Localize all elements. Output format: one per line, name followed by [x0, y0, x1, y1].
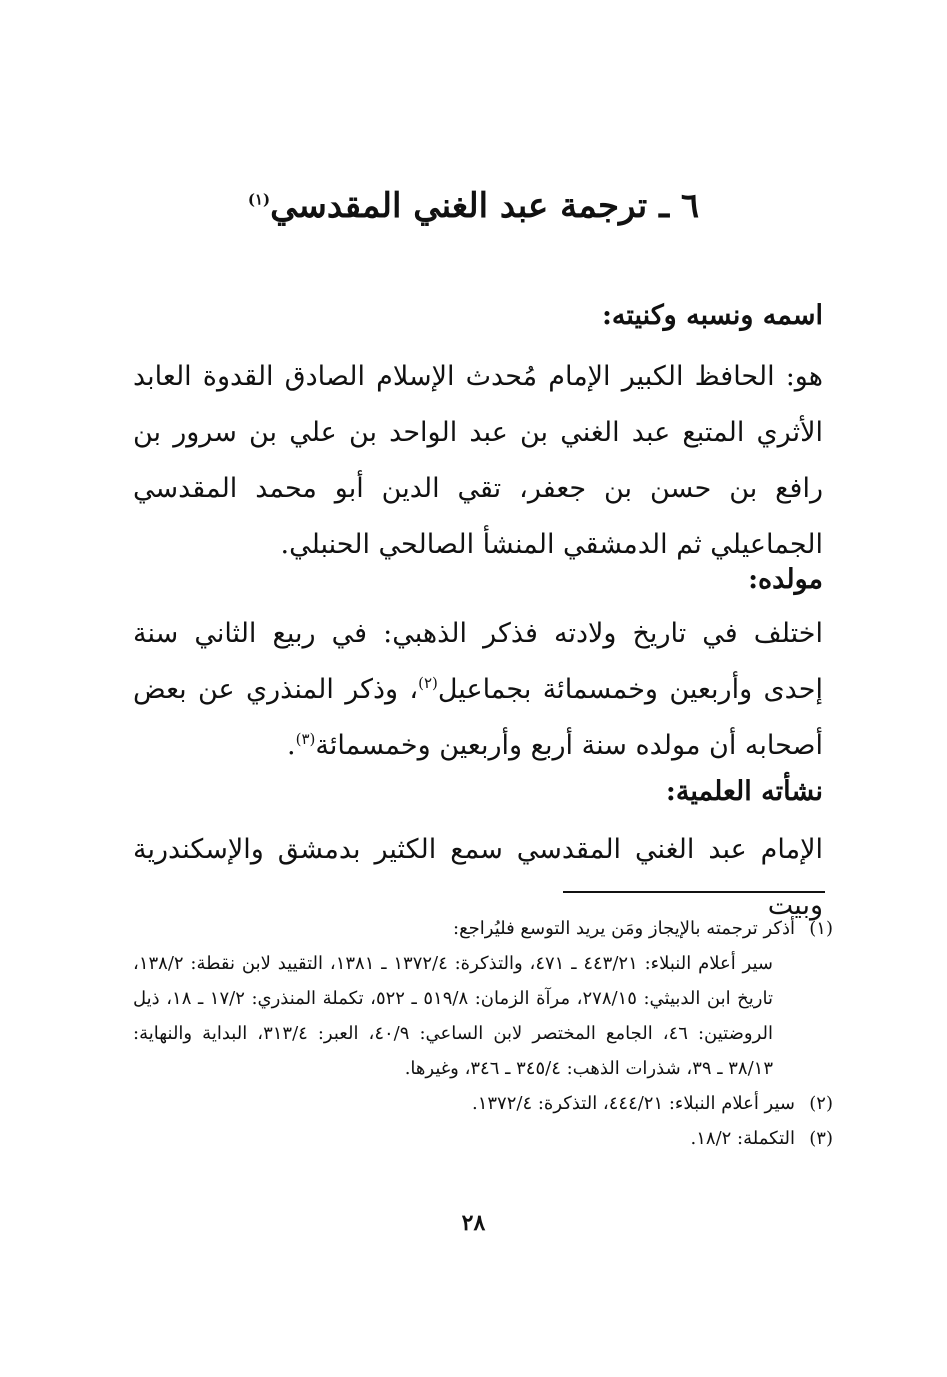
footnote-1	[133, 911, 833, 1086]
footnote-text: سير أعلام النبلاء: ٤٤٣/٢١ ـ ٤٧١، والتذكرة: ١٣٧٢/٤ ـ ١٣٨١، التقييد لابن نقطة: ١٣٨/٢، تاريخ ابن الدبيثي: ٢٧٨/١٥، مرآة الزمان: ٥١٩/٨ ـ ٥٢٢، تكملة المنذري: ١٧/٢ ـ ١٨، ذيل الروضتين: ٤٦، الجامع المختصر لابن الساعي: ٤٠/٩، العبر: ٣١٣/٤، البداية والنهاية: ٣٨/١٣ ـ ٣٩، شذرات الذهب: ٣٤٥/٤ ـ ٣٤٦، وغيرها.	[133, 953, 774, 1079]
birth-text-part1: اختلف في تاريخ ولادته فذكر الذهبي: في ربيع الثاني سنة إحدى وأربعين وخمسمائة بجماعيل	[133, 618, 823, 705]
footnote-number: (١)	[809, 918, 833, 939]
footnotes	[133, 911, 833, 1156]
section-heading-education: نشأته العلمية:	[665, 776, 823, 807]
footnote-2	[133, 1086, 833, 1121]
birth-text-end: .	[287, 730, 296, 761]
footnote-text: سير أعلام النبلاء: ٤٤٤/٢١، التذكرة: ١٣٧٢/٤.	[471, 1093, 795, 1114]
section-heading-birth: مولده:	[748, 564, 823, 595]
footnote-3	[133, 1121, 833, 1156]
footnote-intro: أذكر ترجمته بالإيجاز ومَن يريد التوسع فليُراجع:	[453, 918, 795, 939]
footnote-ref-2[interactable]: (٢)	[418, 674, 438, 692]
footnote-separator	[563, 891, 825, 893]
page-number: ٢٨	[461, 1210, 486, 1236]
title-text: ٦ ـ ترجمة عبد الغني المقدسي	[270, 186, 700, 226]
title-footnote-ref[interactable]: (١)	[247, 190, 271, 209]
section-paragraph-name: هو: الحافظ الكبير الإمام مُحدث الإسلام الصادق القدوة العابد الأثري المتبع عبد الغني بن عبد الواحد بن علي بن سرور بن رافع بن حسن بن جعفر، تقي الدين أبو محمد المقدسي الجماعيلي ثم الدمشقي المنشأ الصالحي الحنبلي.	[133, 361, 823, 560]
footnote-text: التكملة: ١٨/٢.	[690, 1128, 795, 1149]
section-paragraph-birth	[133, 606, 823, 774]
page-title	[200, 186, 747, 226]
footnote-number: (٣)	[809, 1128, 833, 1149]
birth-text-part2: ، وذكر المنذري عن بعض أصحابه أن مولده سنة أربع وأربعين وخمسمائة	[133, 674, 823, 761]
section-paragraph-education: الإمام عبد الغني المقدسي سمع الكثير بدمشق والإسكندرية وبيت	[133, 834, 823, 921]
footnote-ref-3[interactable]: (٣)	[295, 730, 316, 748]
footnote-number: (٢)	[809, 1093, 833, 1114]
section-heading-name: اسمه ونسبه وكنيته:	[601, 300, 823, 331]
